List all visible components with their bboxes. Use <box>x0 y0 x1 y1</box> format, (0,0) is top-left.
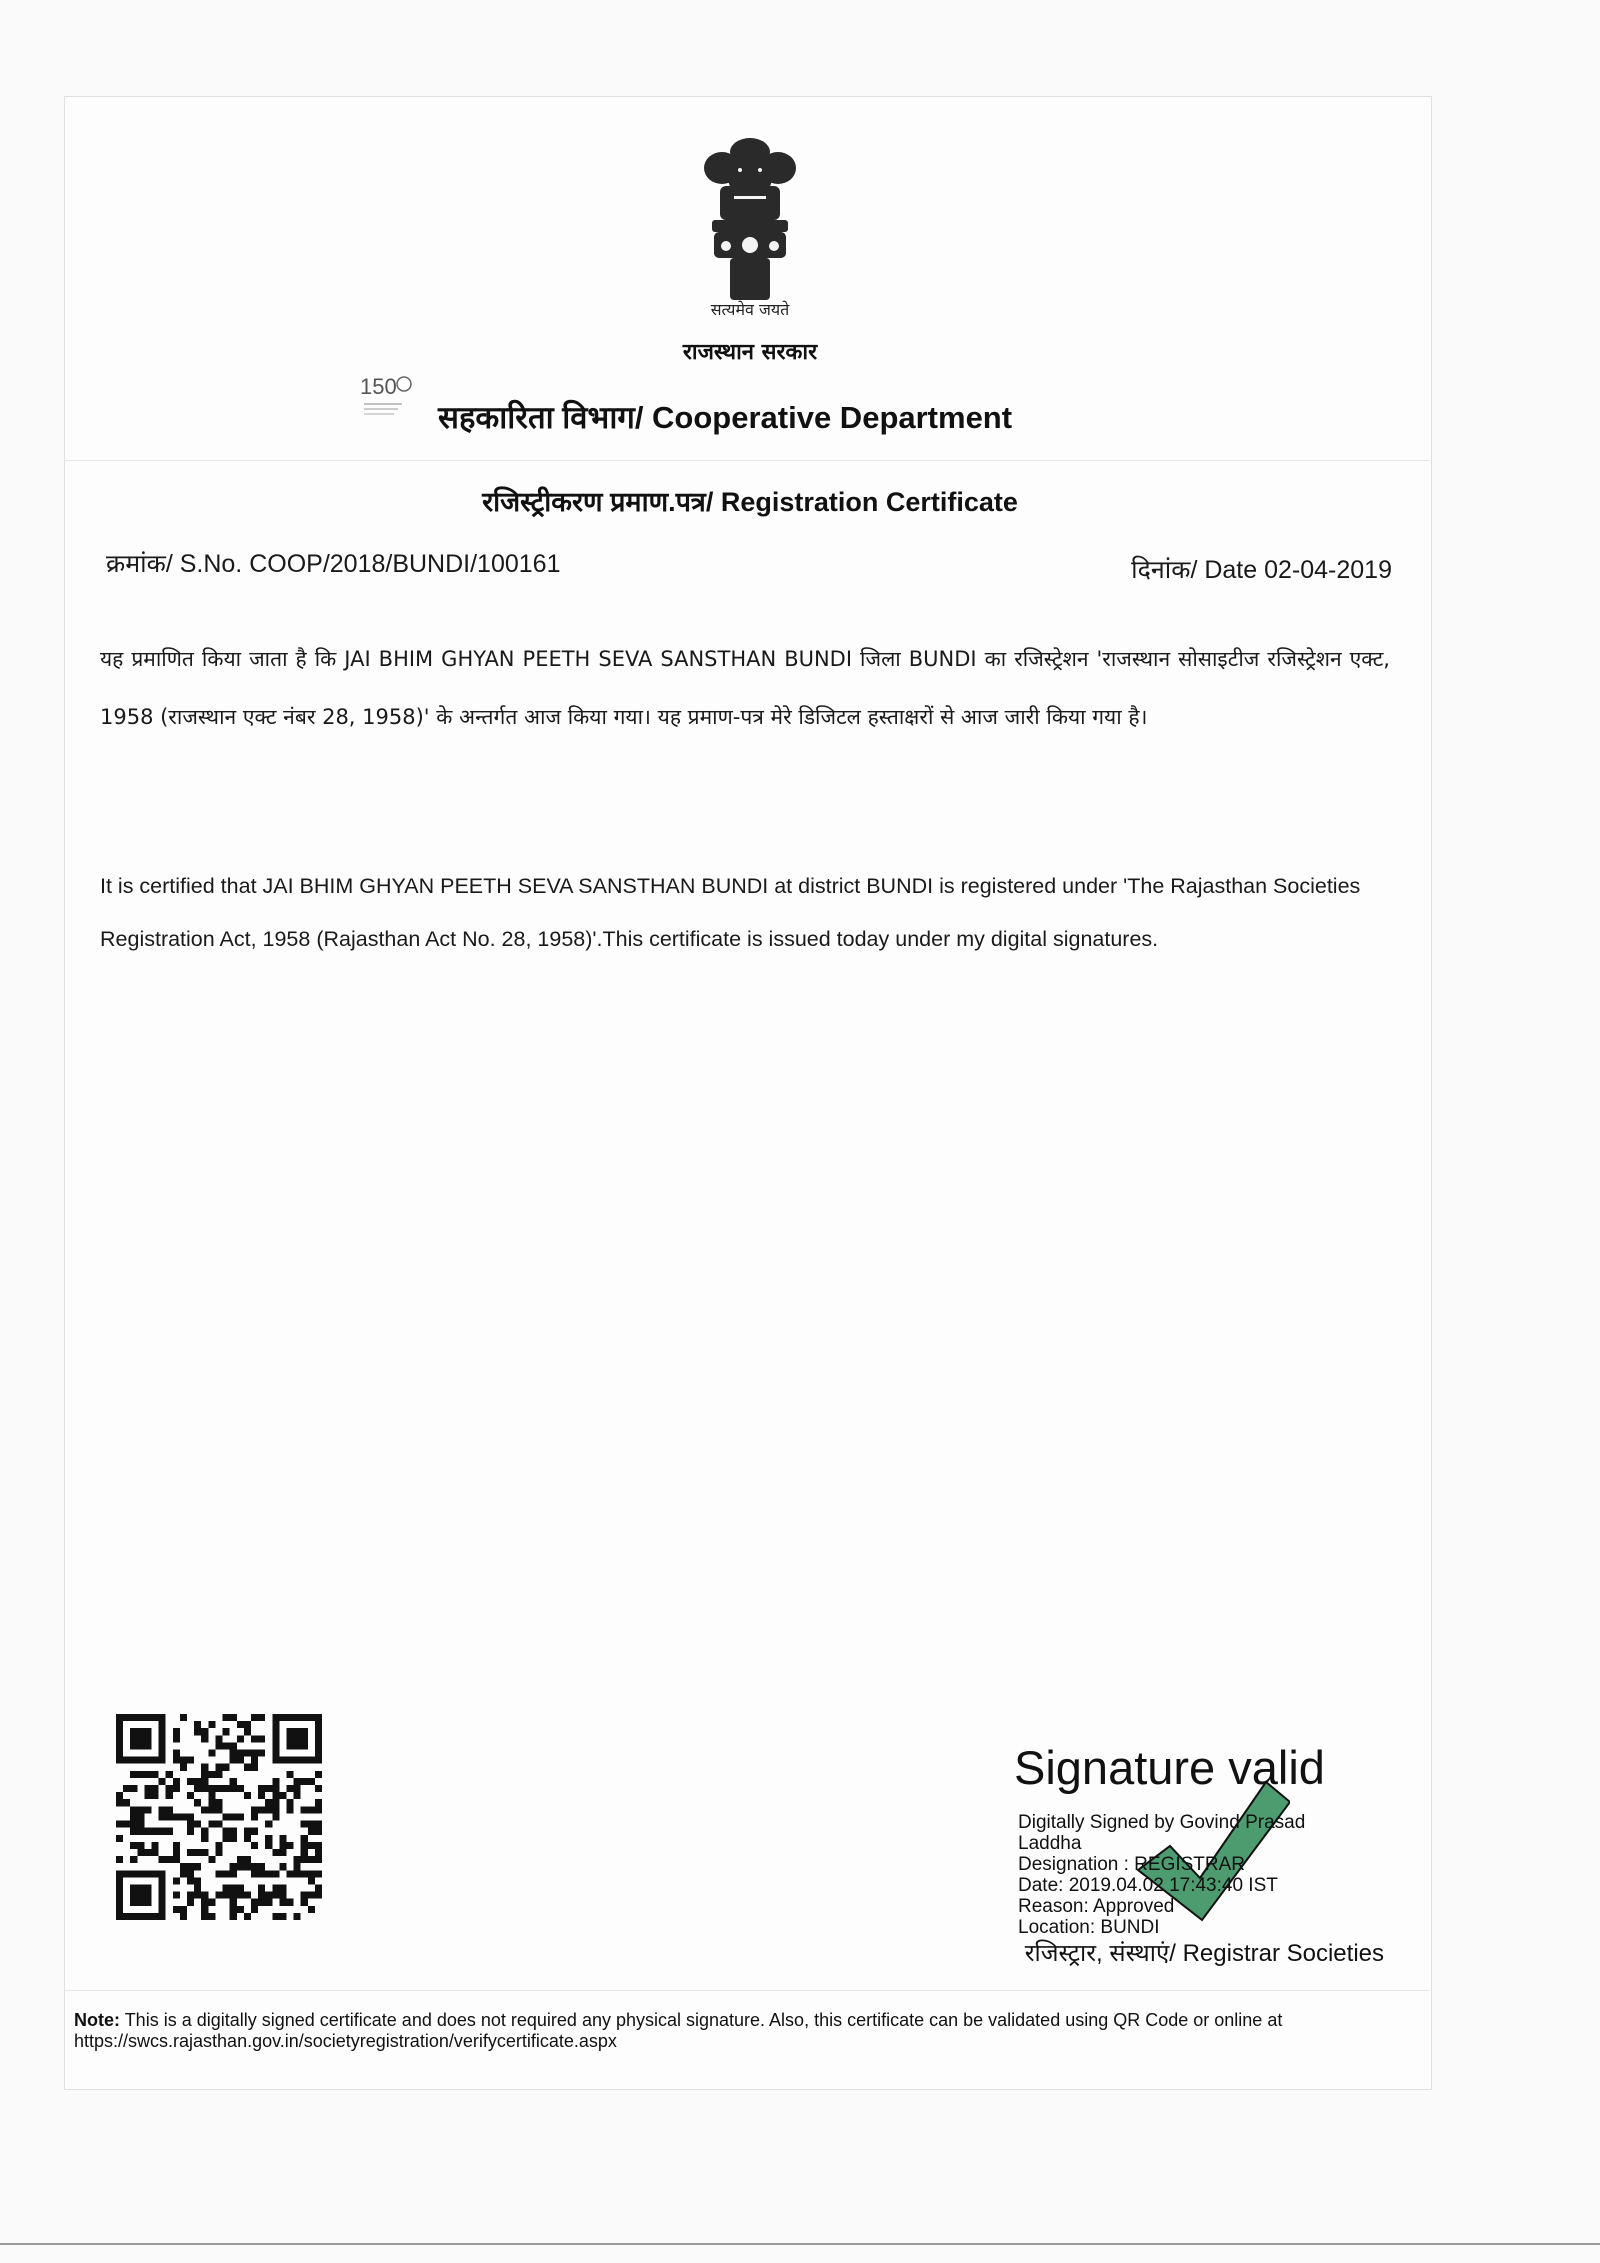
jubilee-logo-icon <box>358 370 414 418</box>
serial-number <box>106 546 560 580</box>
qr-modules <box>116 1714 322 1920</box>
jubilee-logo-text: 150 <box>360 374 397 399</box>
signature-line: Designation : REGISTRAR <box>1018 1854 1246 1875</box>
footer-note <box>74 2010 1394 2052</box>
serial-label: क्रमांक/ S.No. <box>106 550 243 578</box>
signature-line: Digitally Signed by Govind Prasad <box>1018 1812 1306 1833</box>
date-label: दिनांक/ Date <box>1131 556 1258 584</box>
footer-divider <box>64 1990 1430 1991</box>
date-value: 02-04-2019 <box>1264 556 1392 584</box>
signature-details <box>1018 1812 1305 1938</box>
verification-qr-code[interactable] <box>116 1714 322 1920</box>
emblem-motto: सत्यमेव जयते <box>710 300 790 319</box>
issue-date <box>1131 552 1392 586</box>
department-title: सहकारिता विभाग/ Cooperative Department <box>438 400 1013 435</box>
registrar-title: रजिस्ट्रार, संस्थाएं/ Registrar Societies <box>1024 1940 1384 1967</box>
signature-status: Signature valid <box>1014 1741 1325 1794</box>
hindi-certification-text: यह प्रमाणित किया जाता है कि JAI BHIM GHYAN PEETH SEVA SANSTHAN BUNDI जिला BUNDI का रजिस्ट्रेशन 'राजस्थान सोसाइटीज रजिस्ट्रेशन एक्ट, 1958 (राजस्थान एक्ट नंबर 28, 1958)' के अन्तर्गत आज किया गया। यह प्रमाण-पत्र मेरे डिजिटल हस्ताक्षरों से आज जारी किया गया है। <box>100 647 1390 729</box>
scan-edge-line <box>0 2243 1600 2245</box>
note-text: This is a digitally signed certificate and does not required any physical signature. Also, this certificate can be validated using QR Code or online at https://swcs.rajasthan.gov.in/societyregistration/verifycertificate.aspx <box>74 2010 1283 2051</box>
serial-value: COOP/2018/BUNDI/100161 <box>249 550 561 578</box>
note-label: Note: <box>74 2010 120 2030</box>
english-certification-text: It is certified that JAI BHIM GHYAN PEETH SEVA SANSTHAN BUNDI at district BUNDI is registered under 'The Rajasthan Societies Registration Act, 1958 (Rajasthan Act No. 28, 1958)'.This certificate is issued today under my digital signatures. <box>100 874 1361 951</box>
certificate-title: रजिस्ट्रीकरण प्रमाण.पत्र/ Registration Certificate <box>482 487 1018 517</box>
signature-line: Reason: Approved <box>1018 1896 1175 1917</box>
signature-line: Date: 2019.04.02 17:43:40 IST <box>1018 1875 1278 1896</box>
signature-line: Laddha <box>1018 1833 1082 1854</box>
government-name: राजस्थान सरकार <box>682 340 818 365</box>
header-divider <box>64 460 1430 461</box>
signature-line: Location: BUNDI <box>1018 1917 1160 1938</box>
